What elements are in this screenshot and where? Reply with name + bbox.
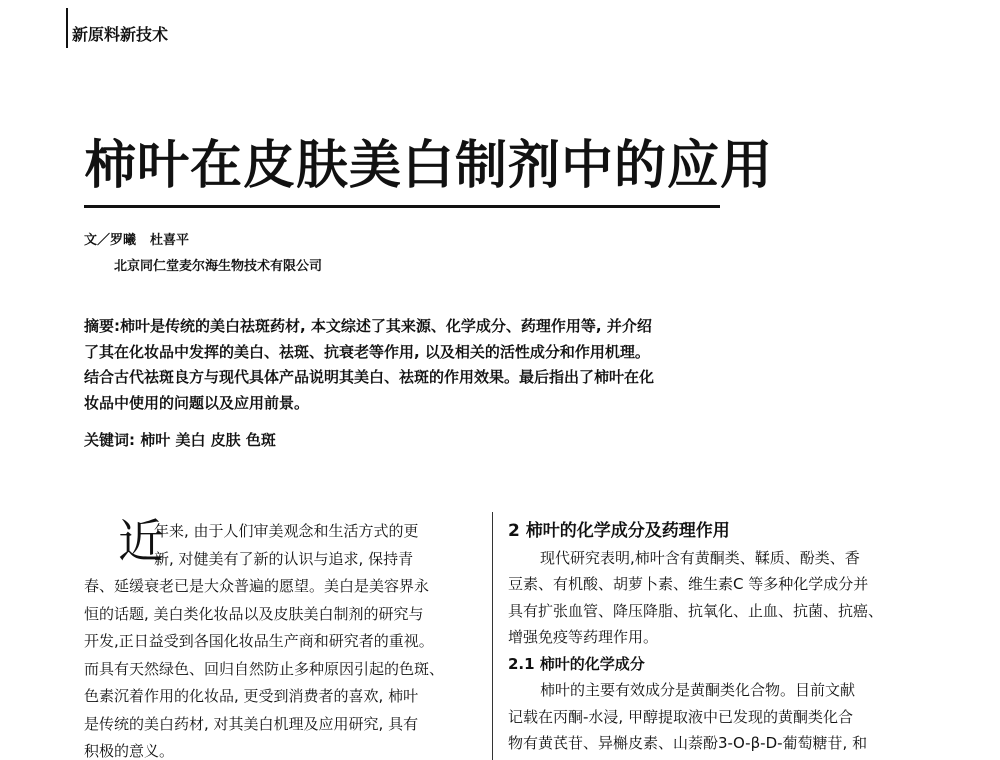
section-tag (66, 8, 169, 48)
subsection-heading: 2.1 柿叶的化学成分 (508, 654, 645, 673)
author-first: 文／罗曦 (84, 233, 137, 248)
body-line: 年来, 由于人们审美观念和生活方式的更 (154, 522, 419, 540)
affiliation: 北京同仁堂麦尔海生物技术有限公司 (114, 259, 323, 274)
body-line: 豆素、有机酸、胡萝卜素、维生素C 等多种化学成分并 (508, 575, 869, 593)
title-rule (84, 205, 720, 208)
left-column (84, 514, 484, 760)
keywords: 关键词: 柿叶 美白 皮肤 色斑 (84, 431, 276, 449)
abstract-line: 了其在化妆品中发挥的美白、祛斑、抗衰老等作用, 以及相关的活性成分和作用机理。 (84, 342, 650, 361)
section-label: 新原料新技术 (72, 25, 169, 44)
body-line: 物有黄芪苷、异槲皮素、山萘酚3-O-β-D-葡萄糖苷, 和 (508, 734, 868, 752)
body-line: 现代研究表明,柿叶含有黄酮类、鞣质、酚类、香 (540, 548, 860, 567)
author-second: 杜喜平 (150, 233, 190, 248)
body-line: 柿叶的主要有效成分是黄酮类化合物。目前文献 (540, 681, 856, 699)
body-line: 恒的话题, 美白类化妆品以及皮肤美白制剂的研究与 (84, 604, 424, 623)
body-line: 新, 对健美有了新的认识与追求, 保持青 (154, 549, 414, 568)
body-line: 开发,正日益受到各国化妆品生产商和研究者的重视。 (84, 632, 434, 650)
body-line: 而具有天然绿色、回归自然防止多种原因引起的色斑、 (84, 659, 445, 678)
body-line: 春、延缓衰老已是大众普遍的愿望。美白是美容界永 (84, 577, 430, 595)
body-line: 是传统的美白药材, 对其美白机理及应用研究, 具有 (84, 714, 419, 733)
article-title: 柿叶在皮肤美白制剂中的应用 (84, 135, 774, 196)
abstract-line: 结合古代祛斑良方与现代具体产品说明其美白、祛斑的作用效果。最后指出了柿叶在化 (84, 368, 655, 386)
column-divider (492, 512, 493, 760)
right-column (508, 518, 908, 757)
body-line: 色素沉着作用的化妆品, 更受到消费者的喜欢, 柿叶 (84, 687, 419, 705)
abstract-line: 妆品中使用的问题以及应用前景。 (84, 393, 310, 412)
section-heading: 2 柿叶的化学成分及药理作用 (508, 521, 730, 541)
drop-cap: 近 (118, 514, 164, 568)
abstract (84, 314, 734, 416)
authors (84, 229, 189, 248)
body-line: 增强免疫等药理作用。 (508, 628, 659, 646)
body-line: 积极的意义。 (84, 742, 175, 760)
body-line: 记载在丙酮-水浸, 甲醇提取液中已发现的黄酮类化合 (508, 707, 853, 726)
abstract-line: 摘要:柿叶是传统的美白祛斑药材, 本文综述了其来源、化学成分、药理作用等, 并介绍 (84, 317, 652, 335)
body-line: 具有扩张血管、降压降脂、抗氧化、止血、抗菌、抗癌、 (508, 601, 884, 620)
